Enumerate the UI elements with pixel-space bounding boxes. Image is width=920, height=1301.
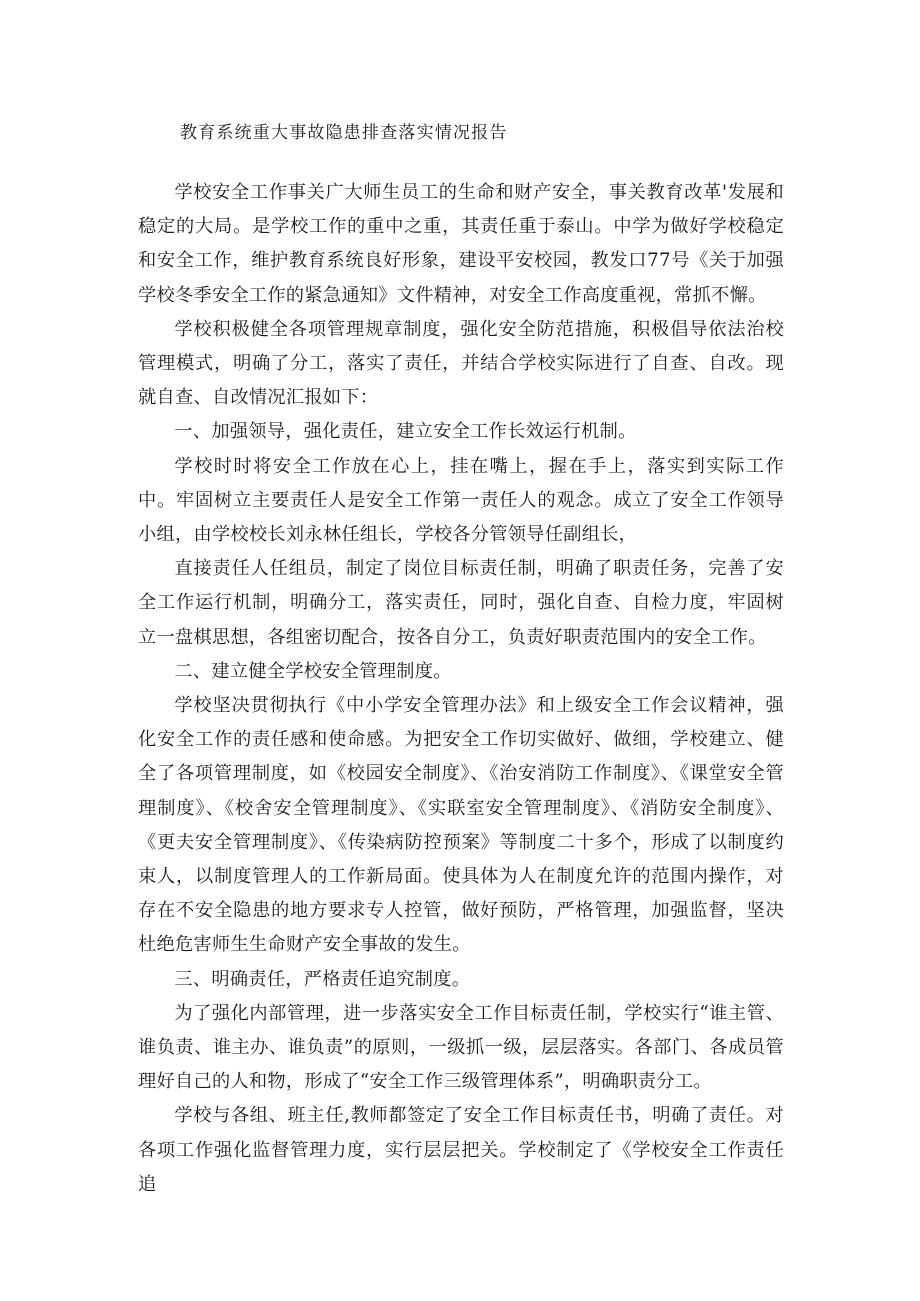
section-heading-1: 一、加强领导，强化责任，建立安全工作长效运行机制。 xyxy=(174,421,637,443)
section-heading-2: 二、建立健全学校安全管理制度。 xyxy=(174,660,452,682)
paragraph-intro: 学校安全工作事关广大师生员工的生命和财产安全，事关教育改革'发展和稳定的大局。是学校工作的重中之重，其责任重于泰山。中学为做好学校稳定和安全工作，维护教育系统良好形象，建设平安校园，教发口77号《关于加强学校冬季安全工作的紧急通知》文件精神，对安全工作高度重视，常抓不懈。 xyxy=(138,182,784,306)
paragraph-internal-management: 为了强化内部管理，进一步落实安全工作目标责任制，学校实行“谁主管、谁负责、谁主办、谁负责”的原则，一级抓一级，层层落实。各部门、各成员管理好自己的人和物，形成了“安全工作三级管理体系”，明确职责分工。 xyxy=(138,1002,784,1093)
paragraph-responsibility-system: 直接责任人任组员，制定了岗位目标责任制，明确了职责任务，完善了安全工作运行机制，明确分工，落实责任，同时，强化自查、自检力度，牢固树立一盘棋思想，各组密切配合，按各自分工，负责好职责范围内的安全工作。 xyxy=(138,558,784,648)
paragraph-leadership: 学校时时将安全工作放在心上，挂在嘴上，握在手上，落实到实际工作中。牢固树立主要责任人是安全工作第一责任人的观念。成立了安全工作领导小组，由学校校长刘永林任组长，学校各分管领导任副组长， xyxy=(138,455,784,546)
paragraph-self-check: 学校积极健全各项管理规章制度，强化安全防范措施，积极倡导依法治校管理模式，明确了分工，落实了责任，并结合学校实际进行了自查、自改。现就自查、自改情况汇报如下： xyxy=(138,318,784,409)
document-title: 教育系统重大事故隐患排查落实情况报告 xyxy=(180,123,508,143)
paragraph-management-rules: 学校坚决贯彻执行《中小学安全管理办法》和上级安全工作会议精神，强化安全工作的责任感和使命感。为把安全工作切实做好、做细，学校建立、健全了各项管理制度，如《校园安全制度》、《治安消防工作制度》、《课堂安全管理制度》、《校舍安全管理制度》、《实联室安全管理制度》、《消防安全制度》、《更夫安全管理制度》、《传染病防控预案》等制度二十多个，形成了以制度约束人，以制度管理人的工作新局面。使具体为人在制度允许的范围内操作，对存在不安全隐患的地方要求专人控管，做好预防，严格管理，加强监督，坚决杜绝危害师生生命财产安全事故的发生。 xyxy=(138,695,784,956)
document-body xyxy=(138,176,784,1202)
section-heading-3: 三、明确责任，严格责任追究制度。 xyxy=(174,968,471,990)
paragraph-target-agreement: 学校与各组、班主任,教师都签定了安全工作目标责任书，明确了责任。对各项工作强化监督管理力度，实行层层把关。学校制定了《学校安全工作责任追 xyxy=(138,1105,784,1195)
